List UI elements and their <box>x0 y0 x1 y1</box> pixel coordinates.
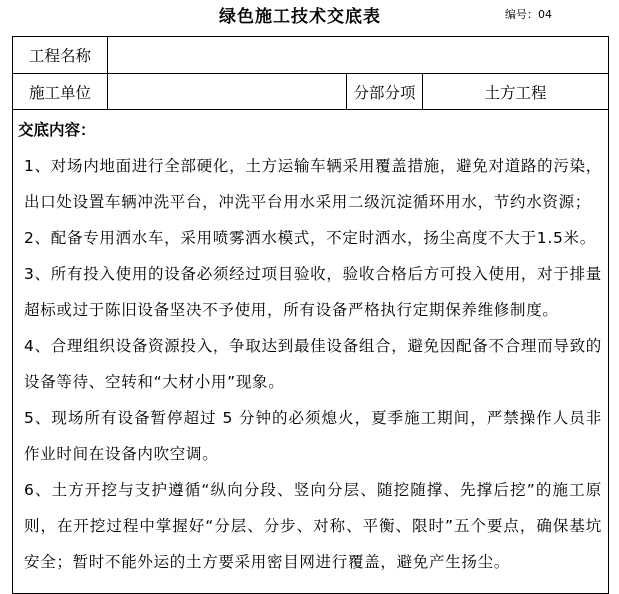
content-item: 1、对场内地面进行全部硬化，土方运输车辆采用覆盖措施，避免对道路的污染，出口处设置车辆冲洗平台，冲洗平台用水采用二级沉淀循环用水，节约水资源； <box>24 157 602 211</box>
content-list <box>24 148 602 580</box>
project-name-label: 工程名称 <box>13 37 108 73</box>
content-item: 4、合理组织设备资源投入，争取达到最佳设备组合，避免因配备不合理而导致的设备等待、空转和“大材小用”现象。 <box>24 337 602 391</box>
disclosure-content <box>13 110 608 593</box>
sub-item-label: 分部分项 <box>347 74 423 109</box>
project-name-value[interactable] <box>108 37 608 73</box>
content-item: 2、配备专用洒水车，采用喷雾洒水模式，不定时洒水，扬尘高度不大于1.5米。 <box>24 229 596 247</box>
content-heading: 交底内容： <box>18 121 96 139</box>
construction-unit-label: 施工单位 <box>13 74 108 109</box>
sub-item-value: 土方工程 <box>484 83 547 102</box>
construction-unit-row <box>13 74 608 110</box>
document-number: 编号：04 <box>505 8 552 21</box>
content-item: 6、土方开挖与支护遵循“纵向分段、竖向分层、随挖随撑、先撑后挖”的施工原则，在开挖过程中掌握好“分层、分步、对称、平衡、限时”五个要点，确保基坑安全；暂时不能外运的土方要采用密目网进行覆盖，避免产生扬尘。 <box>24 481 602 571</box>
construction-unit-value[interactable] <box>108 74 347 109</box>
content-item: 3、所有投入使用的设备必须经过项目验收，验收合格后方可投入使用，对于排量超标或过于陈旧设备坚决不予使用，所有设备严格执行定期保养维修制度。 <box>24 265 602 319</box>
disclosure-form-table <box>12 36 609 594</box>
project-name-row <box>13 37 608 74</box>
document-title: 绿色施工技术交底表 <box>219 7 381 27</box>
content-item: 5、现场所有设备暂停超过 5 分钟的必须熄火，夏季施工期间，严禁操作人员非作业时间在设备内吹空调。 <box>24 409 602 463</box>
